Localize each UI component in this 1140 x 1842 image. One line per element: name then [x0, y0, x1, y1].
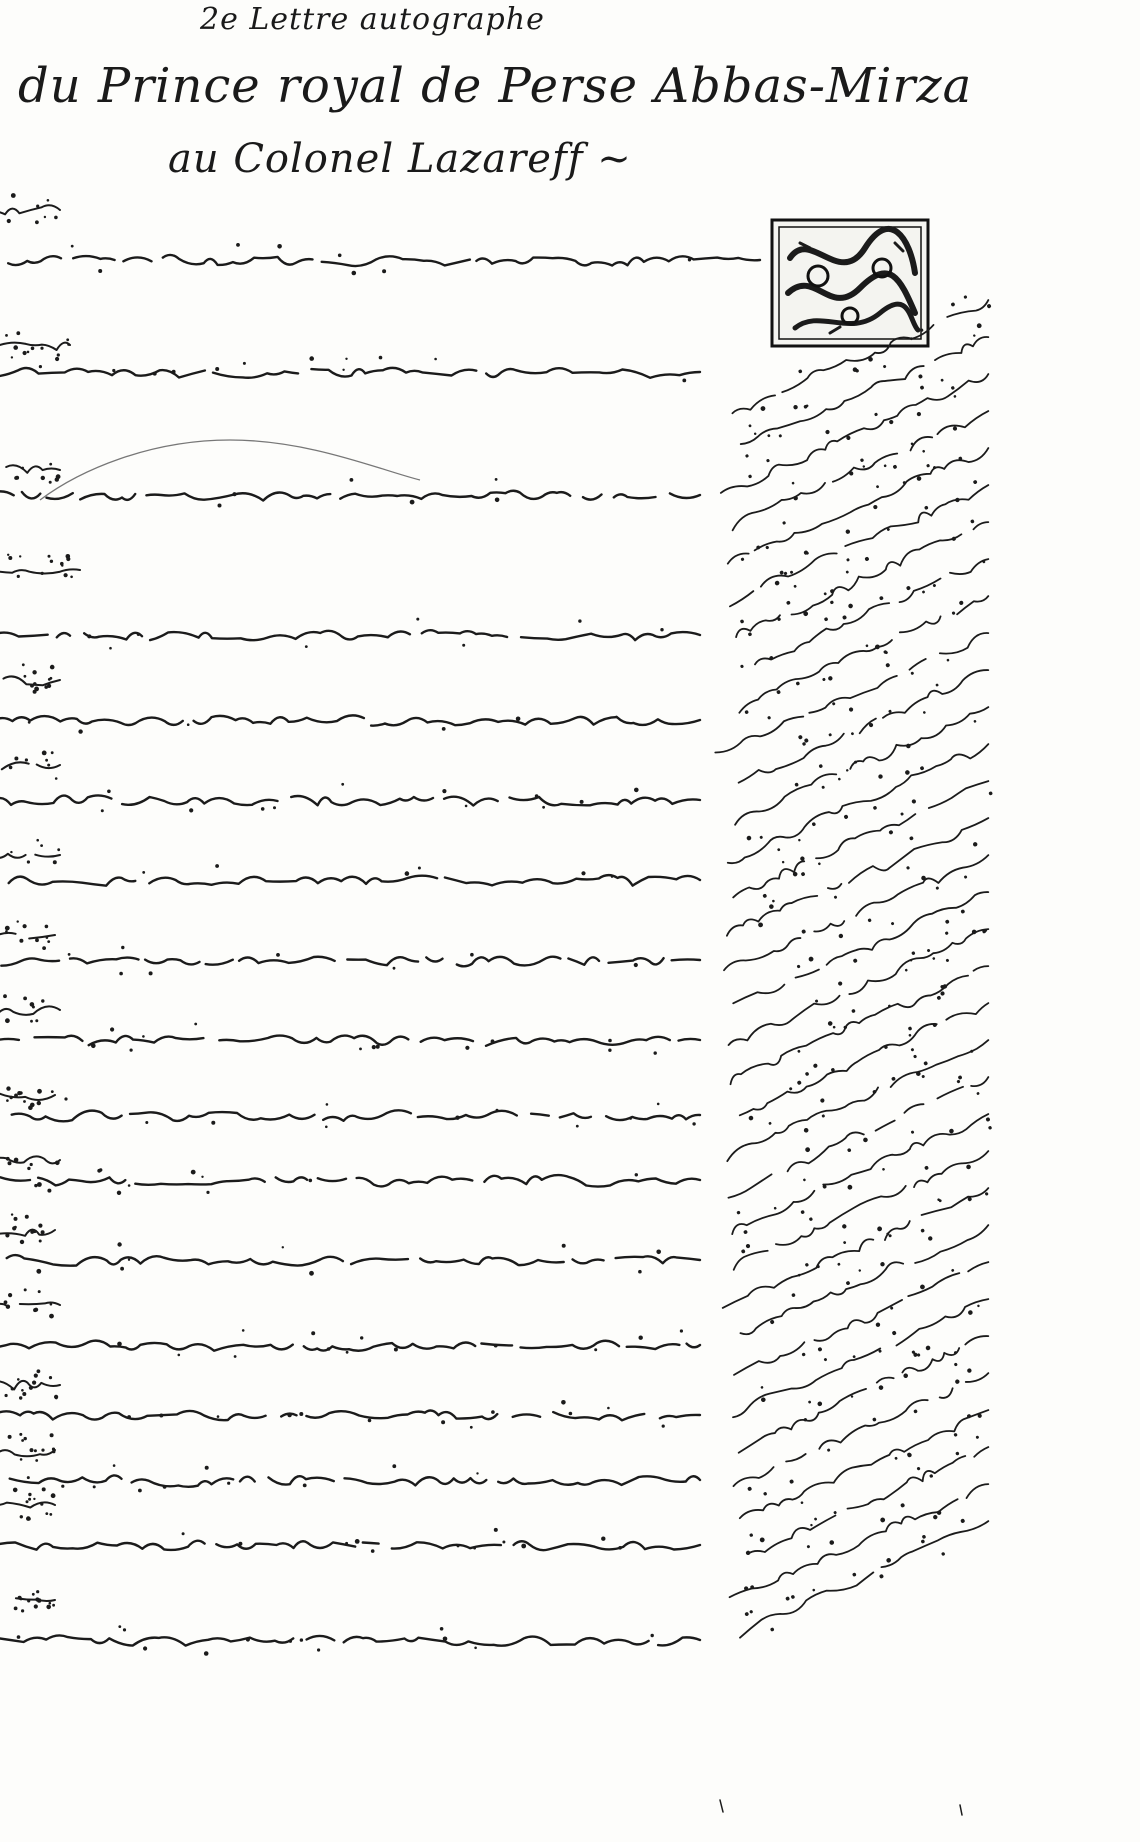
script-line — [0, 715, 700, 725]
margin-script-line — [719, 1025, 993, 1167]
margin-script-line — [718, 506, 993, 650]
margin-script-line — [702, 621, 995, 773]
script-line — [0, 1411, 700, 1421]
script-word — [0, 205, 60, 214]
script-line — [0, 1541, 700, 1550]
margin-script-line — [729, 880, 994, 1017]
margin-stroke — [729, 1481, 991, 1604]
margin-script-line — [721, 1065, 993, 1205]
margin-stroke — [732, 1370, 990, 1491]
script-line — [0, 1036, 700, 1046]
script-line — [0, 1175, 700, 1187]
margin-stroke — [727, 962, 990, 1087]
margin-stroke — [724, 777, 990, 902]
script-word — [0, 1092, 55, 1100]
script-word — [3, 676, 60, 685]
margin-stroke — [724, 814, 990, 940]
margin-stroke — [737, 667, 991, 787]
margin-stroke — [719, 1111, 991, 1239]
header-line-2: du Prince royal de Perse Abbas-Mirza — [18, 58, 973, 114]
margin-script-line — [735, 545, 991, 674]
script-line — [0, 368, 700, 378]
margin-stroke — [739, 1221, 990, 1341]
margin-stroke — [725, 740, 991, 866]
margin-stroke — [714, 926, 990, 1055]
margin-stroke — [736, 1444, 991, 1564]
margin-script-line — [718, 839, 995, 987]
margin-script-line — [731, 654, 994, 794]
margin-stroke — [726, 444, 991, 569]
margin-stroke — [724, 1037, 990, 1162]
margin-script-line — [714, 359, 992, 503]
margin-script-line — [731, 1255, 994, 1389]
margin-script-line — [718, 1178, 994, 1319]
margin-script-line — [710, 916, 994, 1063]
seal-stamp-icon — [770, 218, 930, 348]
margin-stroke — [733, 1259, 991, 1381]
script-word — [0, 1156, 60, 1164]
margin-stroke — [739, 1406, 991, 1526]
margin-script-line — [734, 1209, 991, 1340]
script-word — [0, 343, 70, 350]
margin-script-line — [723, 1468, 992, 1609]
script-line — [0, 630, 700, 640]
margin-stroke — [723, 850, 991, 977]
margin-script-line — [721, 433, 992, 573]
script-line — [0, 1110, 700, 1121]
script-line — [0, 1341, 700, 1351]
margin-stroke — [725, 1073, 991, 1199]
header-line-1: 2e Lettre autographe — [200, 2, 545, 37]
margin-script-line — [721, 470, 995, 615]
margin-script-line — [733, 989, 994, 1126]
margin-stroke — [730, 1296, 991, 1419]
margin-script-line — [727, 692, 992, 828]
margin-stroke — [721, 1186, 990, 1312]
script-line — [0, 795, 700, 805]
margin-stroke — [732, 888, 990, 1010]
script-word — [0, 1502, 55, 1507]
margin-stroke — [726, 482, 991, 607]
script-word — [0, 852, 60, 858]
margin-script-line — [730, 1320, 995, 1461]
script-word — [0, 1598, 55, 1601]
margin-stroke — [723, 518, 991, 646]
margin-script-line — [726, 1139, 993, 1277]
margin-script-line — [720, 805, 994, 948]
margin-stroke — [737, 998, 990, 1118]
script-word — [0, 1303, 60, 1310]
margin-script-line — [723, 952, 993, 1091]
script-line — [0, 1635, 700, 1645]
margin-stroke — [735, 1332, 991, 1453]
margin-script-line — [734, 590, 993, 720]
script-line — [1, 957, 700, 967]
margin-script-line — [730, 1431, 991, 1564]
script-word — [0, 1450, 55, 1456]
header-line-3: au Colonel Lazareff ~ — [168, 136, 632, 182]
margin-stroke — [730, 1518, 991, 1641]
margin-script-line — [720, 768, 994, 912]
script-line — [9, 875, 700, 886]
script-word — [0, 1230, 55, 1236]
script-word — [0, 569, 80, 573]
margin-stroke — [731, 703, 990, 826]
margin-stroke — [740, 556, 991, 674]
margin-script-line — [725, 397, 995, 539]
margin-script-line — [720, 729, 994, 873]
margin-stroke — [734, 333, 990, 454]
script-word — [0, 1381, 60, 1390]
margin-script-line — [734, 1395, 993, 1531]
script-word — [0, 762, 60, 769]
script-line — [0, 491, 700, 501]
script-word — [0, 1006, 60, 1014]
script-word — [0, 933, 55, 939]
margin-script-line — [729, 1362, 993, 1496]
margin-stroke — [729, 408, 990, 531]
script-line — [10, 1475, 700, 1486]
script-word — [0, 465, 60, 473]
margin-stroke — [720, 371, 991, 498]
margin-script-line — [714, 1099, 995, 1247]
margin-script-line — [726, 1287, 991, 1420]
margin-script-line — [725, 1507, 994, 1648]
margin-stroke — [707, 631, 991, 763]
script-line — [8, 255, 760, 266]
margin-stroke — [730, 1148, 990, 1270]
margin-stroke — [736, 593, 991, 713]
script-line — [7, 1255, 700, 1266]
